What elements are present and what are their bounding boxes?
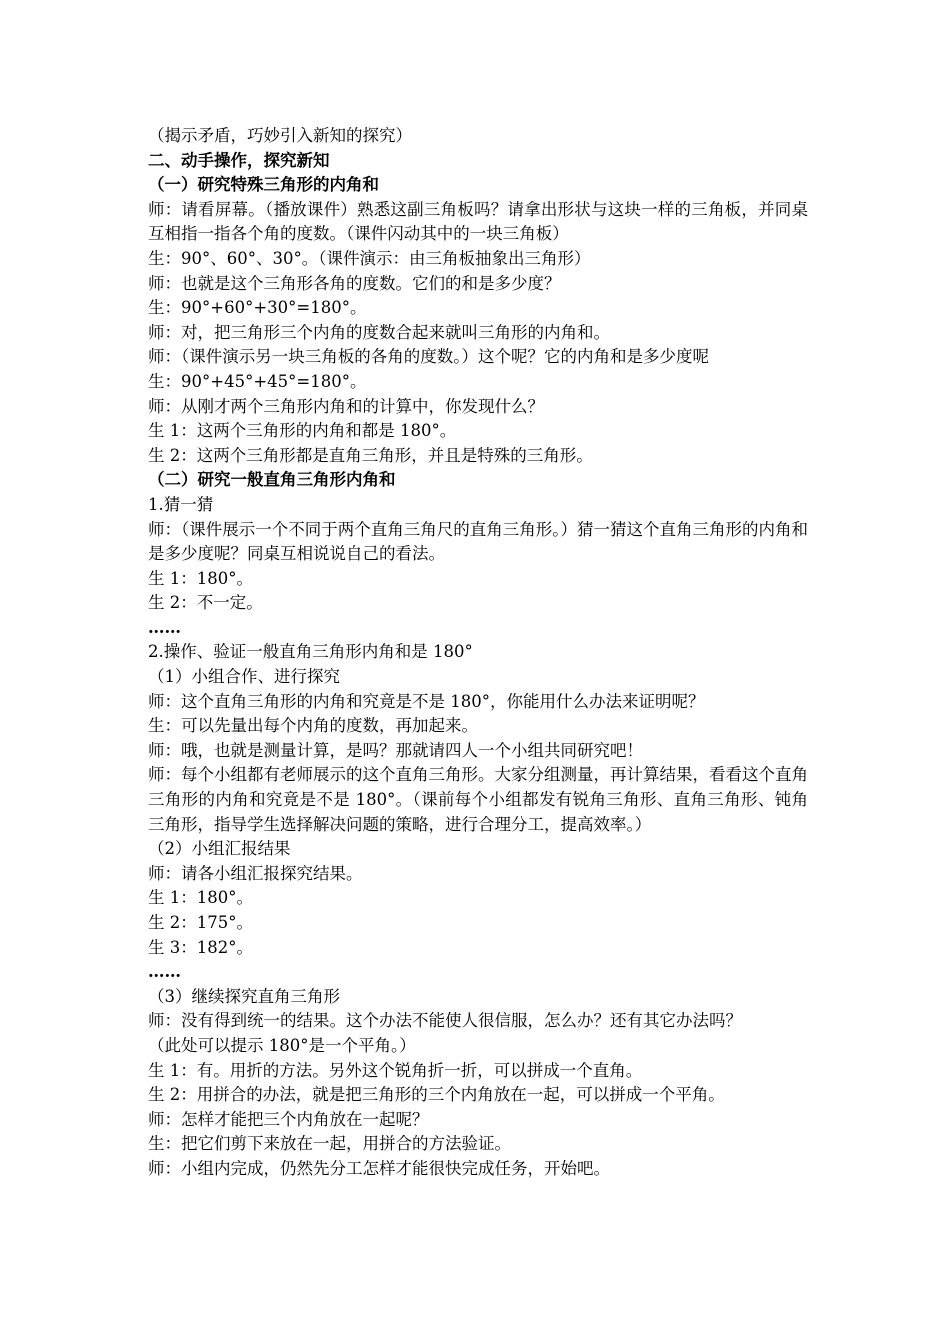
text-line: 生：90°+45°+45°=180°。 (148, 371, 367, 391)
text-line: （此处可以提示 180°是一个平角。） (148, 1035, 416, 1055)
text-line: （2）小组汇报结果 (148, 839, 291, 859)
text-line: 生 2：用拼合的办法，就是把三角形的三个内角放在一起，可以拼成一个平角。 (148, 1085, 725, 1105)
text-line: 生 2：175°。 (148, 913, 253, 932)
section-heading: （二）研究一般直角三角形内角和 (148, 470, 396, 490)
text-line: 生：90°+60°+30°=180°。 (148, 298, 367, 318)
text-line: 师：每个小组都有老师展示的这个直角三角形。大家分组测量，再计算结果，看看这个直角三角形的内角和究竟是不是 180°。（课前每个小组都发有锐角三角形、直角三角形、钝角三角形，指导学生选择解决问题的策略，进行合理分工，提高效率。） (148, 765, 808, 834)
text-line: 生 3：182°。 (148, 937, 253, 957)
document-body (148, 124, 808, 1182)
text-line: 生 2：不一定。 (148, 593, 263, 613)
text-line: 生：把它们剪下来放在一起，用拼合的方法验证。 (148, 1134, 511, 1154)
section-heading: …… (148, 962, 181, 982)
text-line: （揭示矛盾，巧妙引入新知的探究） (148, 126, 412, 145)
text-line: 师：哦，也就是测量计算，是吗？那就请四人一个小组共同研究吧！ (148, 740, 643, 760)
text-line: 生 1：有。用折的方法。另外这个锐角折一折，可以拼成一个直角。 (148, 1060, 643, 1080)
text-line: 生：可以先量出每个内角的度数，再加起来。 (148, 716, 478, 736)
text-line: 师：对，把三角形三个内角的度数合起来就叫三角形的内角和。 (148, 322, 610, 342)
text-line: 2.操作、验证一般直角三角形内角和是 180° (148, 642, 473, 662)
text-line: 1.猜一猜 (148, 494, 214, 514)
text-line: 师：请看屏幕。（播放课件）熟悉这副三角板吗？请拿出形状与这块一样的三角板，并同桌互相指一指各个角的度数。（课件闪动其中的一块三角板） (148, 199, 808, 244)
text-line: 师：没有得到统一的结果。这个办法不能使人很信服，怎么办？还有其它办法吗？ (148, 1011, 742, 1031)
text-line: 生 1：180°。 (148, 568, 253, 588)
text-line: 师：（课件展示一个不同于两个直角三角尺的直角三角形。）猜一猜这个直角三角形的内角和是多少度呢？同桌互相说说自己的看法。 (148, 519, 808, 564)
text-line: 师：小组内完成，仍然先分工怎样才能很快完成任务，开始吧。 (148, 1158, 610, 1178)
text-line: （1）小组合作、进行探究 (148, 667, 340, 687)
text-line: （3）继续探究直角三角形 (148, 986, 340, 1006)
text-line: 师：从刚才两个三角形内角和的计算中，你发现什么？ (148, 396, 544, 416)
text-line: 生：90°、60°、30°。（课件演示：由三角板抽象出三角形） (148, 248, 591, 268)
text-line: 师：请各小组汇报探究结果。 (148, 863, 363, 883)
text-line: 师：（课件演示另一块三角板的各角的度数。）这个呢？它的内角和是多少度呢 (148, 347, 709, 367)
text-line: 生 2：这两个三角形都是直角三角形，并且是特殊的三角形。 (148, 445, 593, 465)
text-line: 生 1：180°。 (148, 888, 253, 908)
section-heading: （一）研究特殊三角形的内角和 (148, 175, 379, 195)
section-heading: 二、动手操作，探究新知 (148, 150, 330, 170)
text-line: 师：这个直角三角形的内角和究竟是不是 180°，你能用什么办法来证明呢？ (148, 691, 705, 711)
text-line: 师：怎样才能把三个内角放在一起呢？ (148, 1109, 429, 1129)
text-line: 生 1：这两个三角形的内角和都是 180°。 (148, 421, 457, 441)
section-heading: …… (148, 617, 181, 637)
text-line: 师：也就是这个三角形各角的度数。它们的和是多少度？ (148, 273, 561, 293)
